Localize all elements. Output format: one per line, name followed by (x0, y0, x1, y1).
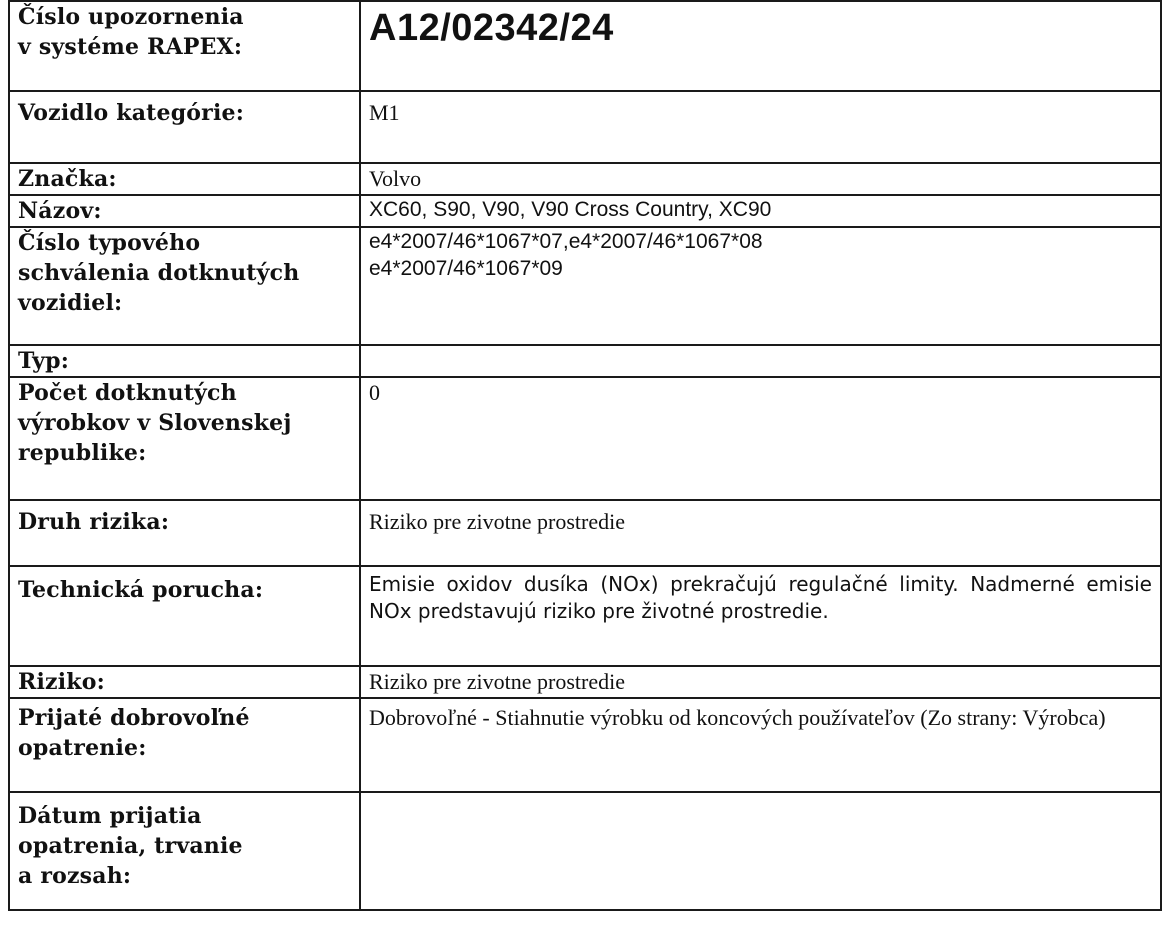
row-technical-fault (9, 566, 1161, 666)
value-risk-type: Riziko pre zivotne prostredie (360, 500, 1161, 566)
label-brand: Značka: (9, 163, 360, 195)
value-name: XC60, S90, V90, V90 Cross Country, XC90 (360, 195, 1161, 227)
label-technical-fault: Technická porucha: (9, 566, 360, 666)
row-voluntary-measure (9, 698, 1161, 792)
row-type-approval (9, 227, 1161, 345)
approval-line-2: e4*2007/46*1067*09 (369, 257, 563, 280)
label-voluntary-measure: Prijaté dobrovoľné opatrenie: (9, 698, 360, 792)
label-vehicle-category: Vozidlo kategórie: (9, 91, 360, 163)
value-type-approval (360, 227, 1161, 345)
row-name (9, 195, 1161, 227)
row-affected-count (9, 377, 1161, 500)
row-type (9, 345, 1161, 377)
rapex-notice-table (8, 0, 1162, 911)
row-rapex-number (9, 1, 1161, 91)
label-type: Typ: (9, 345, 360, 377)
label-type-approval: Číslo typového schválenia dotknutých vozidiel: (9, 227, 360, 345)
label-text: Číslo upozornenia v systéme RAPEX: (18, 4, 244, 60)
label-name: Názov: (9, 195, 360, 227)
value-measure-date (360, 792, 1161, 910)
label-measure-date: Dátum prijatia opatrenia, trvanie a rozsah: (9, 792, 360, 910)
value-affected-count: 0 (360, 377, 1161, 500)
value-brand: Volvo (360, 163, 1161, 195)
row-measure-date (9, 792, 1161, 910)
row-risk-type (9, 500, 1161, 566)
value-rapex-number (360, 1, 1161, 91)
value-risk: Riziko pre zivotne prostredie (360, 666, 1161, 698)
row-brand (9, 163, 1161, 195)
row-risk (9, 666, 1161, 698)
rapex-id: A12/02342/24 (369, 7, 614, 49)
value-vehicle-category: M1 (360, 91, 1161, 163)
value-technical-fault: Emisie oxidov dusíka (NOx) prekračujú regulačné limity. Nadmerné emisie NOx predstavujú riziko pre životné prostredie. (360, 566, 1161, 666)
label-risk-type: Druh rizika: (9, 500, 360, 566)
label-risk: Riziko: (9, 666, 360, 698)
value-type (360, 345, 1161, 377)
label-affected-count: Počet dotknutých výrobkov v Slovenskej republike: (9, 377, 360, 500)
value-voluntary-measure: Dobrovoľné - Stiahnutie výrobku od koncových používateľov (Zo strany: Výrobca) (360, 698, 1161, 792)
approval-line-1: e4*2007/46*1067*07,e4*2007/46*1067*08 (369, 230, 763, 253)
label-rapex-number (9, 1, 360, 91)
row-vehicle-category (9, 91, 1161, 163)
